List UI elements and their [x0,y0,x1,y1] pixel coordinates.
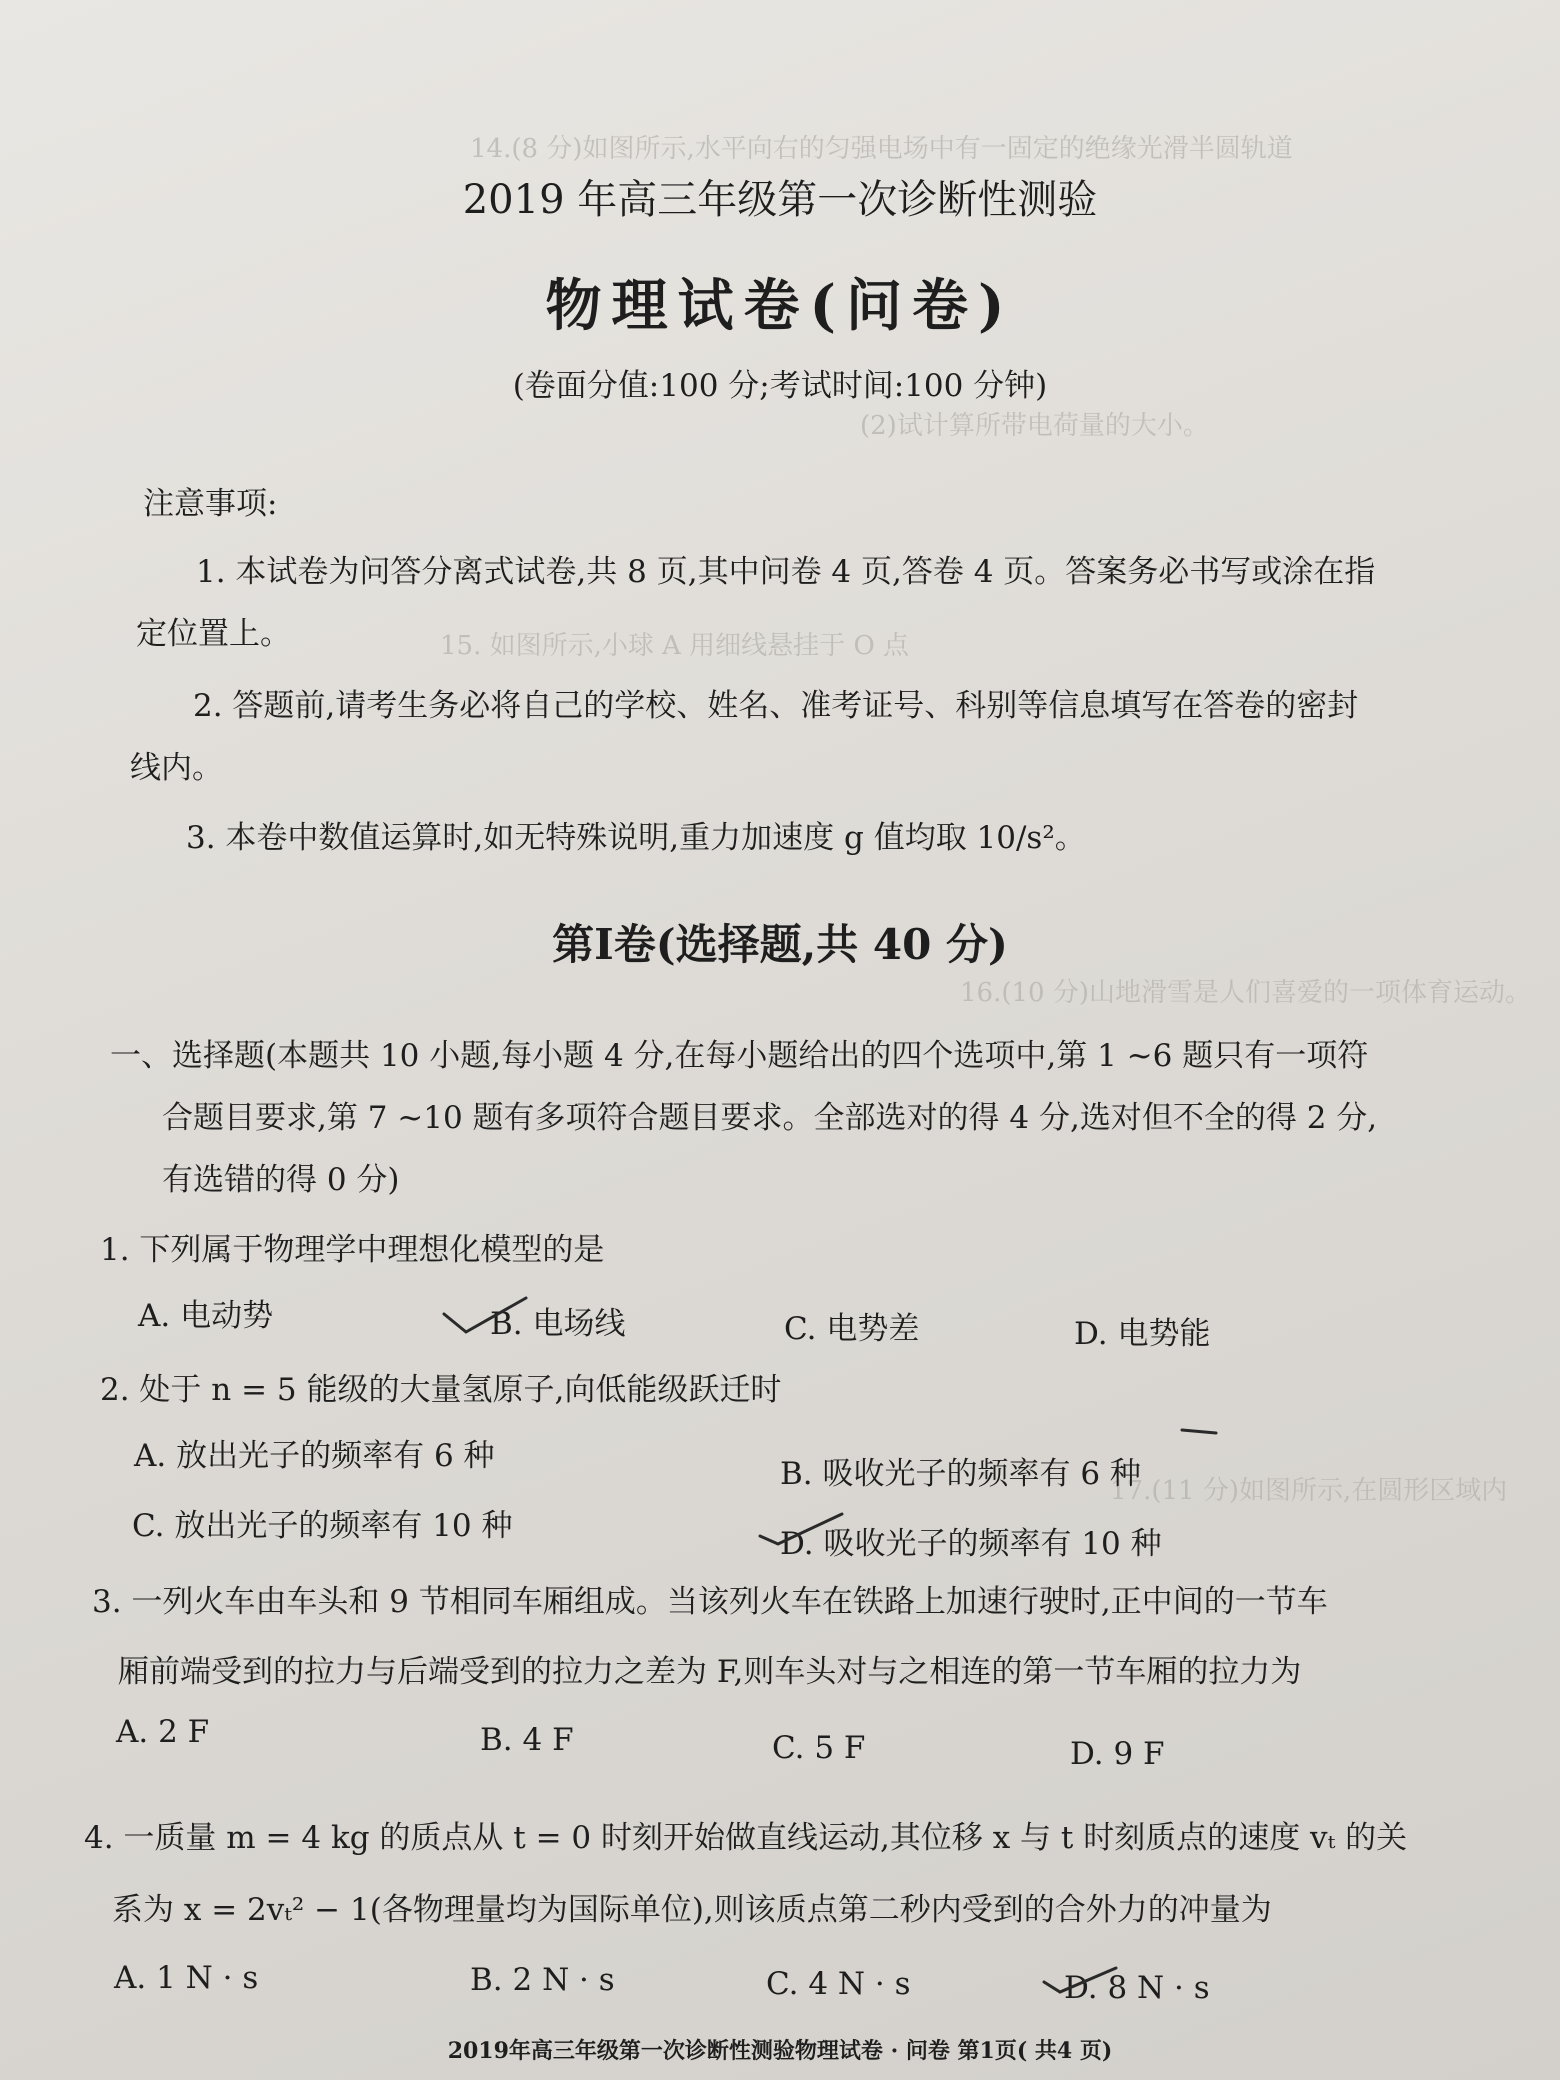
section-intro-line-2: 合题目要求,第 7 ~10 题有多项符合题目要求。全部选对的得 4 分,选对但不全的得 2 分, [162,1100,1378,1136]
q2-option-a: A. 放出光子的频率有 6 种 [134,1438,495,1474]
section-intro-line-3: 有选错的得 0 分) [162,1162,400,1198]
paper-title: 物理试卷(问卷) [545,273,1015,339]
q4-option-b: B. 2 N · s [470,1962,615,1998]
notice-item-1-line-2: 定位置上。 [136,616,291,652]
notice-heading: 注意事项: [143,486,278,522]
bleed-through-line: 16.(10 分)山地滑雪是人们喜爱的一项体育运动。 [960,978,1531,1008]
q1-option-b: B. 电场线 [490,1306,626,1342]
page-footer: 2019年高三年级第一次诊断性测验物理试卷 · 问卷 第1页( 共4 页) [447,2038,1113,2064]
bleed-through-line: (2)试计算所带电荷量的大小。 [860,411,1209,441]
question-4-stem-line-1: 4. 一质量 m = 4 kg 的质点从 t = 0 时刻开始做直线运动,其位移 x 与 t 时刻质点的速度 vₜ 的关 [84,1820,1408,1856]
checkmark-icon [756,1510,846,1550]
q2-option-d: D. 吸收光子的频率有 10 种 [780,1526,1162,1562]
bleed-through-line: 14.(8 分)如图所示,水平向右的匀强电场中有一固定的绝缘光滑半圆轨道 [470,134,1293,164]
notice-item-3: 3. 本卷中数值运算时,如无特殊说明,重力加速度 g 值均取 10/s²。 [186,820,1086,856]
checkmark-icon [1040,1960,1120,2000]
q3-option-d: D. 9 F [1070,1736,1165,1772]
q1-option-c: C. 电势差 [784,1311,920,1347]
bleed-through-line: 15. 如图所示,小球 A 用细线悬挂于 O 点 [440,631,910,661]
q3-option-b: B. 4 F [480,1722,574,1758]
notice-item-2-line-2: 线内。 [130,750,223,786]
exam-meta: (卷面分值:100 分;考试时间:100 分钟) [512,368,1048,404]
q1-option-d: D. 电势能 [1074,1316,1211,1352]
q2-option-b: B. 吸收光子的频率有 6 种 [780,1456,1141,1492]
q3-option-c: C. 5 F [772,1730,866,1766]
exam-title: 2019 年高三年级第一次诊断性测验 [462,177,1098,223]
notice-item-2-line-1: 2. 答题前,请考生务必将自己的学校、姓名、准考证号、科别等信息填写在答卷的密封 [193,688,1359,724]
question-4-stem-line-2: 系为 x = 2vₜ² − 1(各物理量均为国际单位),则该质点第二秒内受到的合外力的冲量为 [112,1892,1272,1928]
q4-option-d: D. 8 N · s [1064,1970,1210,2006]
q3-option-a: A. 2 F [116,1714,210,1750]
q2-option-c: C. 放出光子的频率有 10 种 [132,1508,513,1544]
q4-option-a: A. 1 N · s [114,1960,259,1996]
q1-option-a: A. 电动势 [138,1298,274,1334]
question-1-stem: 1. 下列属于物理学中理想化模型的是 [100,1232,605,1268]
question-2-stem: 2. 处于 n = 5 能级的大量氢原子,向低能级跃迁时 [100,1372,782,1408]
section-intro-line-1: 一、选择题(本题共 10 小题,每小题 4 分,在每小题给出的四个选项中,第 1 ~6 题只有一项符 [110,1038,1369,1074]
section-title: 第Ⅰ卷(选择题,共 40 分) [552,920,1008,969]
bleed-through-line: 17.(11 分)如图所示,在圆形区域内 [1110,1476,1508,1506]
checkmark-icon [440,1294,530,1338]
question-3-stem-line-2: 厢前端受到的拉力与后端受到的拉力之差为 F,则车头对与之相连的第一节车厢的拉力为 [118,1654,1302,1690]
q4-option-c: C. 4 N · s [766,1966,911,2002]
notice-item-1-line-1: 1. 本试卷为问答分离式试卷,共 8 页,其中问卷 4 页,答卷 4 页。答案务必书写或涂在指 [196,554,1376,590]
question-3-stem-line-1: 3. 一列火车由车头和 9 节相同车厢组成。当该列火车在铁路上加速行驶时,正中间的一节车 [92,1584,1328,1620]
pencil-dash-icon [1180,1424,1220,1438]
